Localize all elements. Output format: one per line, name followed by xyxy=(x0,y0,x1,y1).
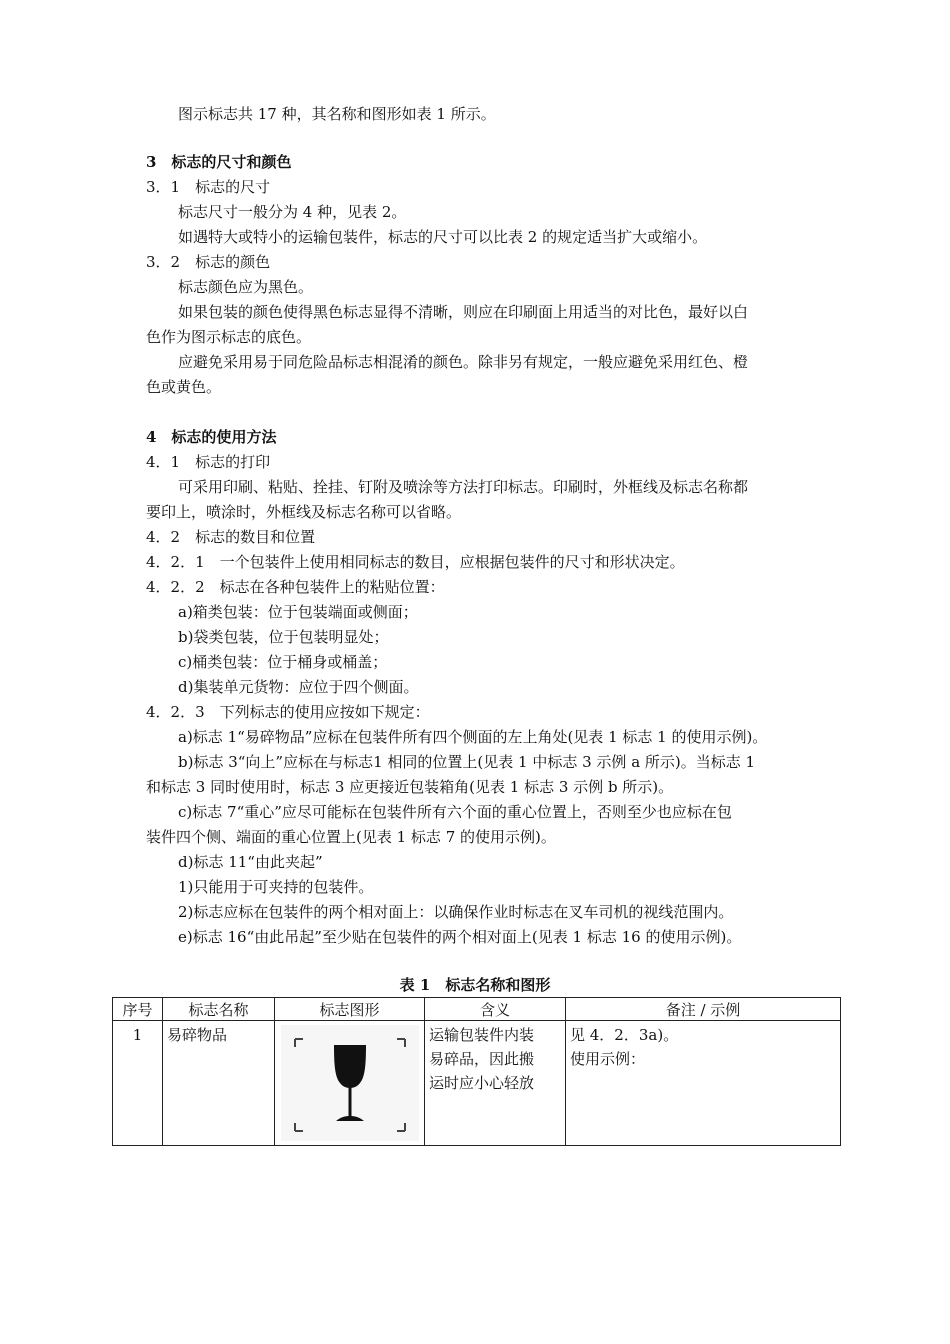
fragile-glass-icon xyxy=(281,1025,419,1141)
header-meaning: 含义 xyxy=(425,998,566,1021)
clause-4-2-3: 4．2．3 下列标志的使用应按如下规定： xyxy=(146,703,430,721)
paragraph-intro: 图示标志共 17 种，其名称和图形如表 1 所示。 xyxy=(178,105,496,123)
subsection-heading-4-2: 4．2 标志的数目和位置 xyxy=(146,528,316,546)
meaning-line: 运时应小心轻放 xyxy=(429,1074,535,1092)
subsection-heading-3-2: 3．2 标志的颜色 xyxy=(146,253,271,271)
table-header-row xyxy=(113,998,841,1021)
row-note xyxy=(566,1021,841,1146)
list-item: c)桶类包装：位于桶身或桶盖； xyxy=(178,653,388,671)
row-symbol-cell xyxy=(275,1021,425,1146)
list-item: b)标志 3“向上”应标在与标志1 相同的位置上(见表 1 中标志 3 示例 a 所示)。当标志 1 xyxy=(178,753,756,771)
list-item: a)箱类包装：位于包装端面或侧面； xyxy=(178,603,418,621)
list-item: a)标志 1“易碎物品”应标在包装件所有四个侧面的左上角处(见表 1 标志 1 的使用示例)。 xyxy=(178,728,768,746)
row-meaning xyxy=(425,1021,566,1146)
header-name: 标志名称 xyxy=(163,998,275,1021)
paragraph-line: 标志颜色应为黑色。 xyxy=(178,278,314,296)
section-heading-3: 3 标志的尺寸和颜色 xyxy=(146,153,292,171)
list-item-continuation: 装件四个侧、端面的重心位置上(见表 1 标志 7 的使用示例)。 xyxy=(146,828,556,846)
meaning-line: 运输包装件内装 xyxy=(429,1026,535,1044)
paragraph-line: 如果包装的颜色使得黑色标志显得不清晰，则应在印刷面上用适当的对比色，最好以白 xyxy=(178,303,749,321)
list-item: b)袋类包装，位于包装明显处； xyxy=(178,628,389,646)
symbols-table xyxy=(112,997,841,1146)
row-no: 1 xyxy=(113,1021,163,1146)
list-item: d)标志 11“由此夹起” xyxy=(178,853,323,871)
list-item: 2)标志应标在包装件的两个相对面上：以确保作业时标志在叉车司机的视线范围内。 xyxy=(178,903,734,921)
clause-4-2-2: 4．2．2 标志在各种包装件上的粘贴位置： xyxy=(146,578,445,596)
list-item: c)标志 7“重心”应尽可能标在包装件所有六个面的重心位置上，否则至少也应标在包 xyxy=(178,803,732,821)
row-name: 易碎物品 xyxy=(163,1021,275,1146)
paragraph-line: 色作为图示标志的底色。 xyxy=(146,328,312,346)
list-item: d)集装单元货物：应位于四个侧面。 xyxy=(178,678,419,696)
paragraph-line: 如遇特大或特小的运输包装件，标志的尺寸可以比表 2 的规定适当扩大或缩小。 xyxy=(178,228,708,246)
subsection-heading-3-1: 3．1 标志的尺寸 xyxy=(146,178,271,196)
header-note: 备注 / 示例 xyxy=(566,998,841,1021)
clause-4-2-1: 4．2．1 一个包装件上使用相同标志的数目，应根据包装件的尺寸和形状决定。 xyxy=(146,553,685,571)
header-no: 序号 xyxy=(113,998,163,1021)
paragraph-line: 标志尺寸一般分为 4 种，见表 2。 xyxy=(178,203,407,221)
paragraph-line: 应避免采用易于同危险品标志相混淆的颜色。除非另有规定，一般应避免采用红色、橙 xyxy=(178,353,749,371)
subsection-heading-4-1: 4．1 标志的打印 xyxy=(146,453,271,471)
paragraph-line: 色或黄色。 xyxy=(146,378,222,396)
table-row xyxy=(113,1021,841,1146)
table-caption: 表 1 标志名称和图形 xyxy=(399,976,551,994)
note-line: 见 4．2．3a)。 xyxy=(570,1026,679,1044)
list-item: e)标志 16“由此吊起”至少贴在包装件的两个相对面上(见表 1 标志 16 的使用示例)。 xyxy=(178,928,742,946)
header-symbol: 标志图形 xyxy=(275,998,425,1021)
section-heading-4: 4 标志的使用方法 xyxy=(146,428,277,446)
meaning-line: 易碎品，因此搬 xyxy=(429,1050,535,1068)
list-item-continuation: 和标志 3 同时使用时，标志 3 应更接近包装箱角(见表 1 标志 3 示例 b 所示)。 xyxy=(146,778,674,796)
list-item: 1)只能用于可夹持的包装件。 xyxy=(178,878,374,896)
paragraph-line: 要印上，喷涂时，外框线及标志名称可以省略。 xyxy=(146,503,462,521)
note-line: 使用示例： xyxy=(570,1050,646,1068)
paragraph-line: 可采用印刷、粘贴、拴挂、钉附及喷涂等方法打印标志。印刷时，外框线及标志名称都 xyxy=(178,478,749,496)
